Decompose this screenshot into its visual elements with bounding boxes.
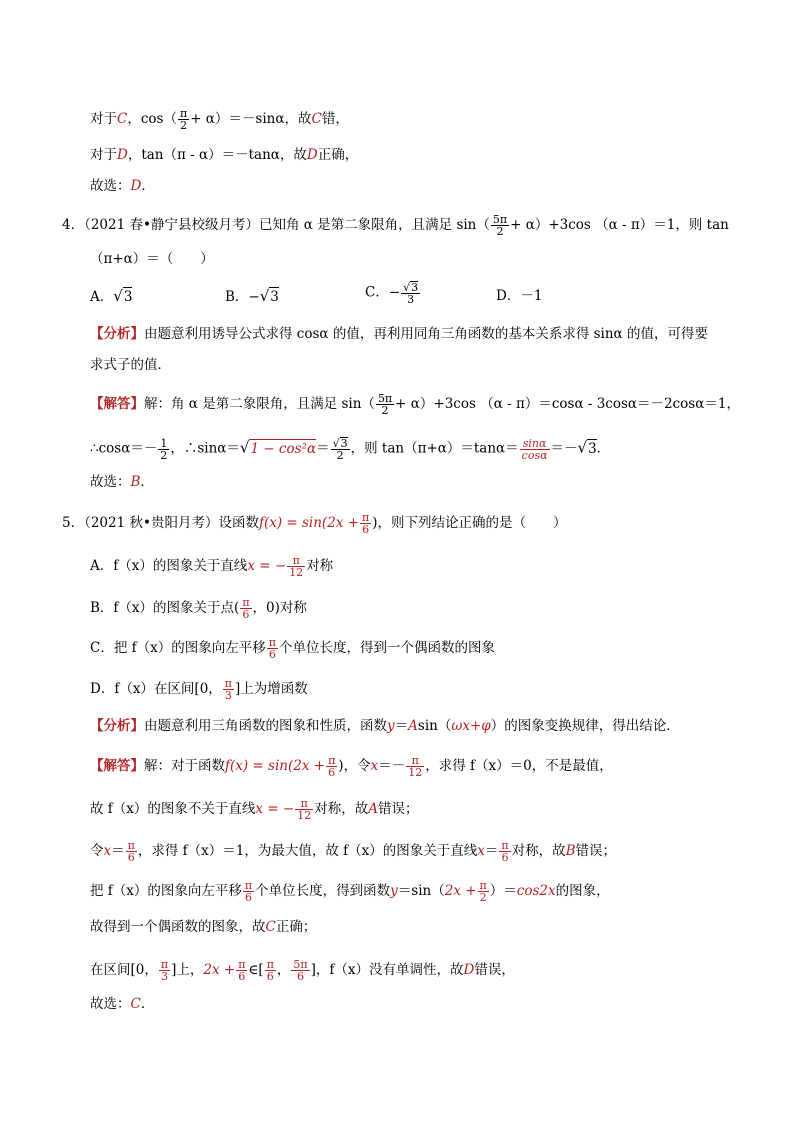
text: 5．（2021 秋•贵阳月考）设函数 — [62, 515, 259, 531]
text: ，则 tan（π+α）＝tanα＝ — [350, 440, 519, 457]
text: 故得到一个偶函数的图象，故 — [90, 919, 266, 935]
denominator: 6 — [245, 891, 253, 904]
radicand: 3 — [411, 281, 419, 294]
q5-solution-3 — [90, 840, 616, 863]
text: 个单位长度，得到函数 — [255, 883, 391, 899]
math-var: x — [103, 843, 112, 859]
text: − — [388, 284, 401, 301]
fraction — [126, 840, 137, 863]
denominator: 6 — [501, 851, 509, 864]
denominator: 3 — [224, 689, 232, 702]
text: （π+α）＝（ ） — [90, 251, 214, 267]
answer-letter: B — [130, 474, 141, 490]
text: 故选： — [90, 996, 131, 1012]
text: 把 f（x）的图象向左平移 — [90, 883, 242, 899]
fraction — [243, 880, 254, 903]
fraction — [267, 637, 278, 660]
text: ． — [141, 178, 155, 194]
denominator: 12 — [408, 766, 423, 779]
analysis-tag: 【分析】 — [90, 326, 144, 342]
denominator: 3 — [407, 293, 415, 306]
text: ＝ — [316, 440, 330, 457]
fraction — [223, 678, 234, 701]
option-label: B — [565, 843, 576, 859]
fraction — [240, 597, 251, 620]
text: ∈[ — [248, 962, 264, 978]
text: 正确， — [317, 147, 359, 163]
text: ）的图象变换规律，得出结论． — [490, 718, 680, 734]
denominator: 2 — [160, 448, 168, 462]
q5-solution-6 — [90, 959, 515, 982]
math-var: x — [370, 758, 379, 774]
text: ]，f（x）没有单调性，故 — [310, 962, 464, 978]
text: 对于 — [90, 111, 117, 127]
math-expr: 2x + — [444, 883, 477, 899]
numerator: 5π — [293, 958, 308, 971]
option-label: D — [306, 147, 318, 163]
option-label: A — [368, 801, 378, 817]
text: ，∴sinα＝ — [170, 440, 240, 457]
text: 4．（2021 春•静宁县校级月考）已知角 α 是第二象限角，且满足 sin（ — [62, 217, 490, 233]
solution-tag: 【解答】 — [90, 396, 144, 412]
answer-letter: D — [130, 178, 142, 194]
option-b — [225, 287, 279, 306]
numerator: 5π — [377, 392, 393, 405]
option-label: D — [463, 962, 475, 978]
text: 的图象， — [555, 883, 610, 899]
option-label: C — [265, 919, 276, 935]
fraction — [295, 798, 313, 821]
option-d: D．－1 — [496, 288, 543, 304]
text: 错误； — [377, 801, 419, 817]
question-4-stem-2 — [90, 250, 214, 268]
numerator: π — [479, 879, 487, 892]
text: + α）＝－sinα，故 — [190, 111, 312, 127]
numerator: π — [287, 555, 305, 567]
text: 故选： — [90, 178, 131, 194]
line-c — [90, 108, 349, 131]
math-expr: f(x) = sin(2x + — [258, 515, 360, 531]
text: ＝sin（ — [397, 883, 445, 899]
q5-option-c — [90, 637, 495, 660]
fraction — [491, 214, 509, 237]
answer-q4 — [90, 473, 154, 491]
denominator: 6 — [238, 970, 246, 983]
text: ． — [596, 440, 611, 457]
q5-solution-1 — [90, 755, 613, 778]
text: A． — [90, 289, 114, 305]
text: ，求得 f（x）＝1，为最大值，故 f（x）的图象关于直线 — [137, 843, 478, 859]
denominator: 2 — [336, 449, 344, 462]
denominator: 12 — [289, 566, 304, 579]
radicand: 1 − cos²α — [250, 440, 317, 457]
math-expr: f(x) = sin(2x + — [225, 758, 326, 774]
numerator: π — [238, 958, 246, 971]
fraction — [178, 108, 189, 131]
text: ]上， — [171, 962, 204, 978]
fraction — [291, 959, 309, 982]
text: ． — [140, 474, 154, 490]
answer-letter: C — [130, 996, 141, 1012]
denominator: 12 — [297, 809, 312, 822]
text: 在区间[0， — [90, 962, 158, 978]
fraction — [406, 755, 424, 778]
sqrt-symbol: √ — [577, 438, 588, 457]
fraction — [360, 512, 371, 535]
denominator: 6 — [268, 648, 276, 661]
math-var: x — [477, 843, 485, 859]
math-expr: x = − — [247, 558, 287, 574]
math-var: y — [390, 883, 398, 899]
text: ]上为增函数 — [235, 681, 308, 697]
text: + α）+3cos （α - π）＝1，则 tan — [510, 217, 729, 233]
denominator: 3 — [160, 970, 168, 983]
text: sin（ — [417, 718, 452, 734]
text: ，求得 f（x）＝0，不是最值， — [425, 758, 613, 774]
math-expr: x = − — [255, 801, 295, 817]
sqrt-symbol: √ — [239, 438, 250, 457]
text: C．把 f（x）的图象向左平移 — [90, 640, 266, 656]
text: 故 f（x）的图象不关于直线 — [90, 801, 256, 817]
numerator: π — [179, 107, 188, 120]
denominator: cosα — [521, 448, 548, 462]
q5-option-a — [90, 555, 333, 578]
solution-tag: 【解答】 — [90, 758, 144, 774]
fraction — [265, 959, 276, 982]
denominator: 6 — [266, 970, 274, 983]
numerator: π — [266, 958, 274, 971]
answer-q3 — [90, 177, 155, 195]
math-var: A — [408, 718, 418, 734]
question-4-options — [90, 281, 710, 313]
text: ＝ — [394, 718, 409, 734]
fraction — [478, 880, 489, 903]
text: )，令 — [338, 758, 371, 774]
sqrt-symbol: √ — [332, 437, 340, 450]
fraction — [236, 959, 247, 982]
text: ∴cosα＝－ — [90, 440, 158, 457]
text: ． — [140, 996, 155, 1012]
q5-option-b — [90, 597, 307, 620]
denominator: 6 — [328, 766, 336, 779]
text: 对于 — [90, 147, 117, 163]
text: 由题意利用诱导公式求得 cosα 的值，再利用同角三角函数的基本关系求得 sinα 的值，可得要 — [144, 326, 708, 342]
option-label: D — [117, 147, 128, 163]
fraction — [376, 393, 394, 416]
sqrt-symbol: √ — [259, 287, 270, 305]
fraction — [158, 438, 169, 461]
q4-analysis — [90, 325, 708, 343]
q5-solution-5 — [90, 918, 316, 936]
q4-solution-2 — [90, 437, 610, 461]
math-var: y — [387, 718, 395, 734]
q5-analysis — [90, 717, 680, 735]
denominator: 2 — [381, 404, 389, 417]
text: 个单位长度，得到一个偶函数的图象 — [278, 640, 495, 656]
q5-solution-4 — [90, 880, 610, 903]
question-4-stem — [62, 214, 729, 237]
option-label: C — [311, 111, 322, 127]
numerator: π — [362, 511, 370, 524]
numerator: π — [224, 677, 233, 690]
sqrt-symbol: √ — [113, 287, 123, 305]
text: B． — [225, 289, 249, 305]
text: 求式子的值． — [90, 357, 171, 373]
text: C． — [365, 284, 389, 301]
denominator: 2 — [479, 891, 487, 904]
q5-option-d — [90, 678, 308, 701]
fraction — [520, 438, 550, 461]
denominator: 2 — [496, 225, 504, 238]
denominator: 6 — [242, 608, 250, 621]
text: 令 — [90, 843, 104, 859]
denominator: 6 — [362, 523, 370, 536]
text: 错， — [321, 111, 349, 127]
numerator: π — [328, 754, 336, 767]
radicand: 3 — [340, 437, 348, 450]
fraction — [401, 281, 420, 305]
numerator: sinα — [520, 438, 550, 450]
text: 解：角 α 是第二象限角，且满足 sin（ — [144, 396, 375, 412]
radicand: 3 — [123, 289, 133, 305]
fraction — [326, 755, 337, 778]
math-expr: ωx+φ — [451, 718, 491, 734]
text: D．f（x）在区间[0， — [90, 681, 222, 697]
text: ，cos（ — [127, 111, 177, 127]
text: ＝－ — [550, 440, 578, 457]
text: 错误， — [474, 962, 515, 978]
denominator: 6 — [127, 851, 135, 864]
text: 对称 — [306, 558, 334, 574]
numerator: π — [501, 839, 509, 852]
text: ）＝ — [489, 883, 517, 899]
numerator: 1 — [160, 436, 168, 450]
text: 错误； — [575, 843, 617, 859]
numerator: π — [242, 596, 250, 609]
numerator: π — [406, 755, 424, 767]
text: ， — [276, 962, 291, 978]
fraction — [499, 840, 510, 863]
question-5-stem — [62, 512, 567, 535]
text: ＝ — [111, 843, 125, 859]
text: ＝ — [484, 843, 499, 859]
text: )，则下列结论正确的是（ ） — [372, 515, 567, 531]
denominator: 6 — [297, 970, 305, 983]
numerator: 5π — [492, 213, 508, 226]
q5-solution-2 — [90, 798, 418, 821]
math-expr: 2x + — [203, 962, 236, 978]
fraction — [331, 437, 350, 461]
text: 对称，故 — [314, 801, 369, 817]
numerator: π — [127, 839, 135, 852]
numerator: π — [160, 958, 169, 971]
q4-solution-1 — [90, 393, 740, 416]
text: + α）+3cos （α - π）＝cosα - 3cosα＝－2cosα＝1， — [395, 396, 740, 412]
radicand: 3 — [588, 440, 597, 457]
numerator: π — [244, 879, 253, 892]
line-d — [90, 146, 358, 164]
analysis-tag: 【分析】 — [90, 718, 144, 734]
option-label: C — [117, 111, 128, 127]
numerator: π — [268, 636, 276, 649]
numerator: π — [295, 798, 313, 810]
sqrt-symbol: √ — [403, 281, 411, 294]
text: ＝－ — [378, 758, 406, 774]
text: 故选： — [90, 474, 131, 490]
text: A．f（x）的图象关于直线 — [90, 558, 248, 574]
q4-analysis-2 — [90, 356, 171, 374]
math-expr: cos2x — [516, 883, 556, 899]
answer-q5 — [90, 995, 154, 1013]
text: 对称，故 — [511, 843, 566, 859]
radicand: 3 — [270, 289, 279, 305]
text: 解：对于函数 — [144, 758, 225, 774]
text: ，tan（π - α）＝－tanα，故 — [127, 147, 307, 163]
option-a — [90, 287, 132, 306]
text: ，0)对称 — [252, 600, 307, 616]
fraction — [287, 555, 305, 578]
text: 由题意利用三角函数的图象和性质，函数 — [144, 718, 387, 734]
fraction — [159, 959, 170, 982]
option-c — [365, 281, 421, 305]
text: B．f（x）的图象关于点( — [90, 600, 240, 616]
text: 正确； — [275, 919, 317, 935]
denominator: 2 — [180, 119, 188, 132]
text: − — [248, 289, 260, 305]
